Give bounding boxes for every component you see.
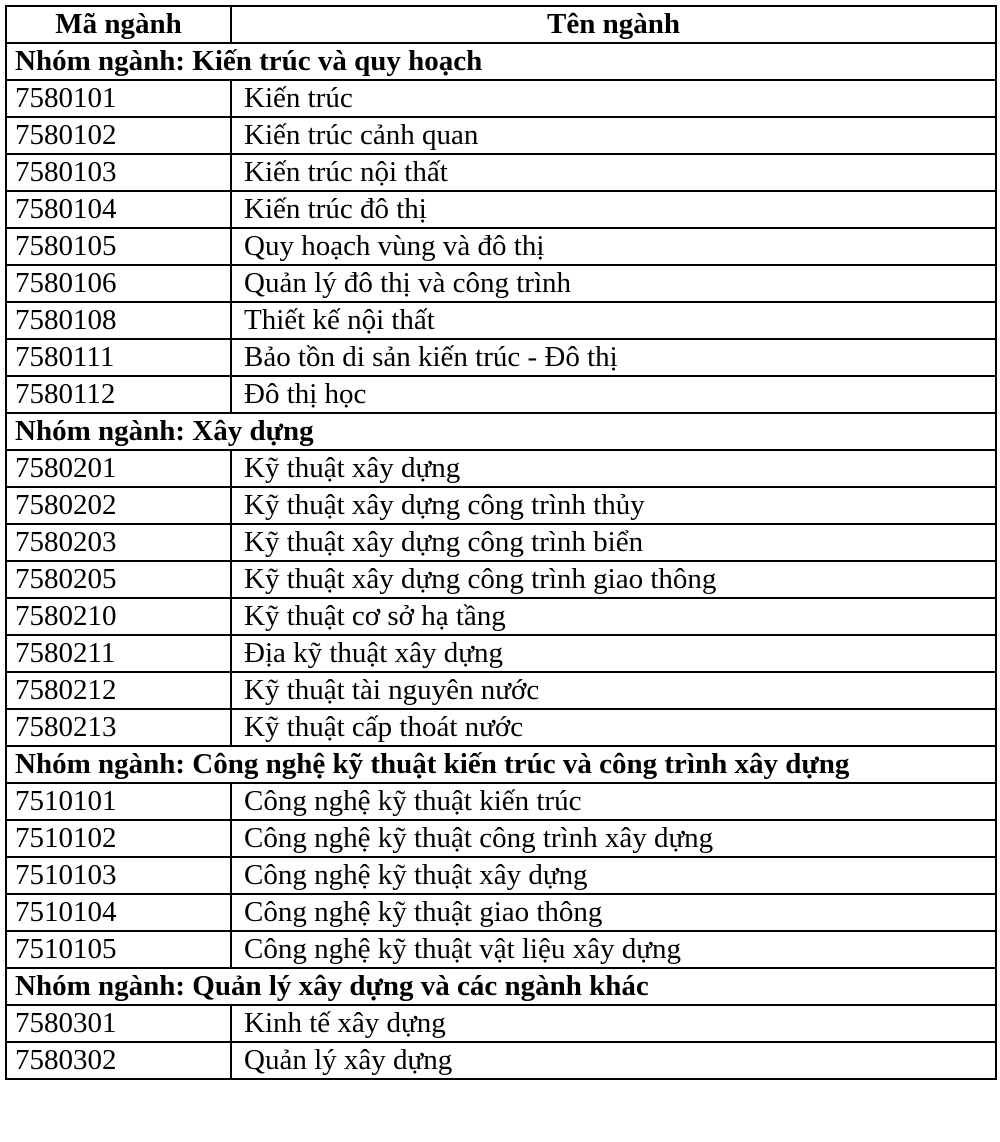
- table-row: [6, 820, 996, 857]
- table-row: [6, 1005, 996, 1042]
- header-code: Mã ngành: [6, 6, 231, 43]
- table-row: [6, 1042, 996, 1079]
- major-name: Kiến trúc đô thị: [231, 191, 996, 228]
- group-title: Nhóm ngành: Kiến trúc và quy hoạch: [6, 43, 996, 80]
- major-table-container: [5, 5, 997, 1080]
- table-row: [6, 228, 996, 265]
- table-row: [6, 302, 996, 339]
- major-code: 7580112: [6, 376, 231, 413]
- major-name: Kỹ thuật xây dựng công trình biển: [231, 524, 996, 561]
- table-row: [6, 672, 996, 709]
- major-code: 7510104: [6, 894, 231, 931]
- major-code: 7580301: [6, 1005, 231, 1042]
- group-title: Nhóm ngành: Xây dựng: [6, 413, 996, 450]
- major-name: Kiến trúc cảnh quan: [231, 117, 996, 154]
- major-code: 7580106: [6, 265, 231, 302]
- major-name: Kiến trúc: [231, 80, 996, 117]
- table-row: [6, 931, 996, 968]
- major-name: Kỹ thuật cấp thoát nước: [231, 709, 996, 746]
- table-row: [6, 598, 996, 635]
- table-row: [6, 709, 996, 746]
- table-row: [6, 487, 996, 524]
- header-name: Tên ngành: [231, 6, 996, 43]
- group-title: Nhóm ngành: Công nghệ kỹ thuật kiến trúc và công trình xây dựng: [6, 746, 996, 783]
- header-row: [6, 6, 996, 43]
- major-name: Quản lý đô thị và công trình: [231, 265, 996, 302]
- major-code: 7580203: [6, 524, 231, 561]
- table-row: [6, 783, 996, 820]
- major-name: Công nghệ kỹ thuật giao thông: [231, 894, 996, 931]
- major-name: Kỹ thuật xây dựng: [231, 450, 996, 487]
- table-row: [6, 265, 996, 302]
- major-code: 7580111: [6, 339, 231, 376]
- table-body: [6, 43, 996, 1079]
- major-name: Kỹ thuật xây dựng công trình giao thông: [231, 561, 996, 598]
- table-row: [6, 154, 996, 191]
- major-table: [5, 5, 997, 1080]
- major-code: 7510105: [6, 931, 231, 968]
- major-code: 7580212: [6, 672, 231, 709]
- table-row: [6, 561, 996, 598]
- group-row: [6, 43, 996, 80]
- major-name: Kỹ thuật xây dựng công trình thủy: [231, 487, 996, 524]
- major-name: Kiến trúc nội thất: [231, 154, 996, 191]
- table-row: [6, 635, 996, 672]
- table-row: [6, 80, 996, 117]
- major-name: Đô thị học: [231, 376, 996, 413]
- major-name: Quy hoạch vùng và đô thị: [231, 228, 996, 265]
- major-code: 7580108: [6, 302, 231, 339]
- group-row: [6, 968, 996, 1005]
- major-code: 7510101: [6, 783, 231, 820]
- major-code: 7510102: [6, 820, 231, 857]
- major-code: 7580205: [6, 561, 231, 598]
- table-row: [6, 376, 996, 413]
- major-name: Kỹ thuật cơ sở hạ tầng: [231, 598, 996, 635]
- major-code: 7580104: [6, 191, 231, 228]
- major-code: 7580102: [6, 117, 231, 154]
- major-code: 7580101: [6, 80, 231, 117]
- table-row: [6, 191, 996, 228]
- major-name: Công nghệ kỹ thuật xây dựng: [231, 857, 996, 894]
- major-code: 7580201: [6, 450, 231, 487]
- group-title: Nhóm ngành: Quản lý xây dựng và các ngành khác: [6, 968, 996, 1005]
- major-name: Địa kỹ thuật xây dựng: [231, 635, 996, 672]
- major-name: Quản lý xây dựng: [231, 1042, 996, 1079]
- major-code: 7580213: [6, 709, 231, 746]
- major-code: 7580210: [6, 598, 231, 635]
- major-name: Bảo tồn di sản kiến trúc - Đô thị: [231, 339, 996, 376]
- table-row: [6, 857, 996, 894]
- major-code: 7580202: [6, 487, 231, 524]
- major-name: Kỹ thuật tài nguyên nước: [231, 672, 996, 709]
- major-code: 7580302: [6, 1042, 231, 1079]
- major-code: 7580211: [6, 635, 231, 672]
- table-row: [6, 339, 996, 376]
- table-row: [6, 524, 996, 561]
- group-row: [6, 746, 996, 783]
- major-name: Thiết kế nội thất: [231, 302, 996, 339]
- major-name: Kinh tế xây dựng: [231, 1005, 996, 1042]
- major-code: 7580103: [6, 154, 231, 191]
- group-row: [6, 413, 996, 450]
- table-row: [6, 894, 996, 931]
- major-name: Công nghệ kỹ thuật kiến trúc: [231, 783, 996, 820]
- major-code: 7580105: [6, 228, 231, 265]
- table-row: [6, 117, 996, 154]
- major-name: Công nghệ kỹ thuật công trình xây dựng: [231, 820, 996, 857]
- table-row: [6, 450, 996, 487]
- major-code: 7510103: [6, 857, 231, 894]
- major-name: Công nghệ kỹ thuật vật liệu xây dựng: [231, 931, 996, 968]
